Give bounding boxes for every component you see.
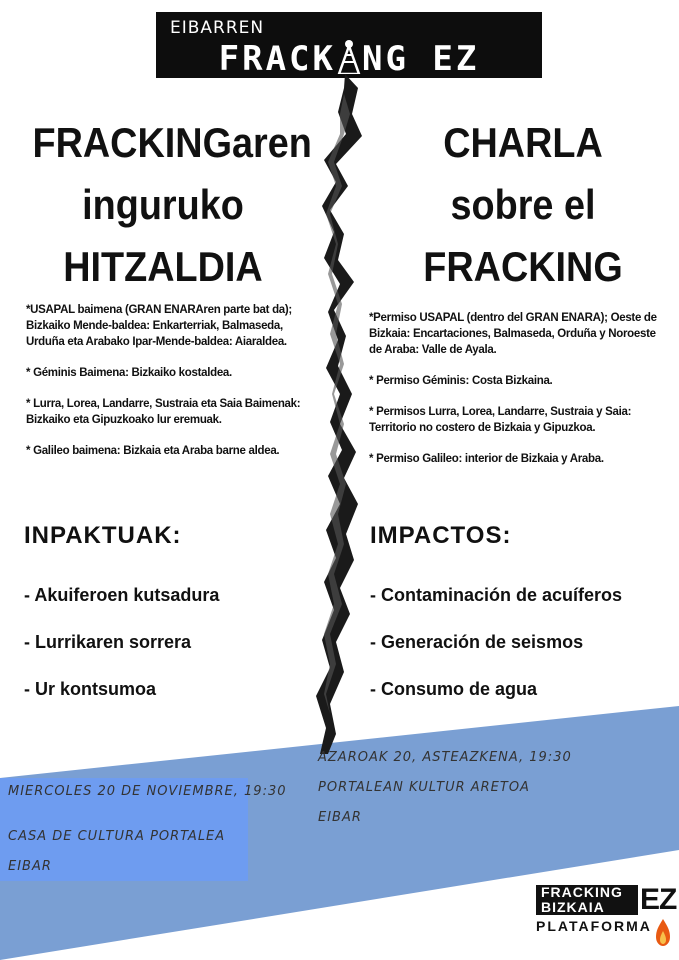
- plataforma-logo: FRACKING BIZKAIA EZ PLATAFORMA: [536, 885, 676, 955]
- permit-item: * Galileo baimena: Bizkaia eta Araba barne aldea.: [26, 445, 280, 457]
- permit-item: *Permiso USAPAL (dentro del GRAN ENARA); Oeste de Bizkaia: Encartaciones, Balmaseda, Orduña y Noroeste de Araba: Valle de Ayala.: [369, 312, 657, 356]
- header-subtitle: EIBARREN: [170, 18, 265, 38]
- right-event-date: AZAROAK 20, ASTEAZKENA, 19:30: [318, 750, 572, 765]
- list-item: - Generación de seismos: [370, 632, 584, 652]
- list-item: - Contaminación de acuíferos: [370, 585, 623, 605]
- drilling-rig-icon: [336, 40, 362, 74]
- left-event-date: MIERCOLES 20 DE NOVIEMBRE, 19:30: [8, 784, 287, 799]
- right-event-city: EIBAR: [318, 810, 362, 825]
- right-title: CHARLA sobre el FRACKING: [423, 119, 623, 290]
- right-permits: [369, 310, 669, 482]
- left-permits: [26, 302, 316, 474]
- permit-item: * Permisos Lurra, Lorea, Landarre, Sustraia y Saia: Territorio no costero de Bizkaia y Gipuzkoa.: [369, 406, 632, 434]
- permit-item: * Lurra, Lorea, Landarre, Sustraia eta Saia Baimenak: Bizkaiko eta Gipuzkoako lur eremuak.: [26, 398, 301, 426]
- left-title: FRACKINGaren inguruko HITZALDIA: [32, 119, 312, 290]
- left-event-venue: CASA DE CULTURA PORTALEA: [8, 829, 226, 844]
- list-item: - Akuiferoen kutsadura: [24, 585, 220, 605]
- list-item: - Ur kontsumoa: [24, 679, 157, 699]
- permit-item: * Géminis Baimena: Bizkaiko kostaldea.: [26, 367, 232, 379]
- permit-item: * Permiso Galileo: interior de Bizkaia y Araba.: [369, 453, 604, 465]
- header-title: FRACK NG EZ: [218, 39, 480, 79]
- permit-item: * Permiso Géminis: Costa Bizkaina.: [369, 375, 553, 387]
- left-event-city: EIBAR: [8, 859, 52, 874]
- header-banner: [156, 12, 542, 78]
- permit-item: *USAPAL baimena (GRAN ENARAren parte bat da); Bizkaiko Mende-baldea: Enkarterriak, Balmaseda, Urduña eta Arabako Ipar-Mende-baldea: Aiaraldea.: [26, 304, 292, 348]
- left-impacts-heading: INPAKTUAK:: [24, 522, 182, 549]
- right-event-venue: PORTALEAN KULTUR ARETOA: [318, 780, 530, 795]
- flame-icon: [654, 917, 672, 947]
- list-item: - Consumo de agua: [370, 679, 538, 699]
- right-impacts-heading: IMPACTOS:: [370, 522, 512, 549]
- list-item: - Lurrikaren sorrera: [24, 632, 192, 652]
